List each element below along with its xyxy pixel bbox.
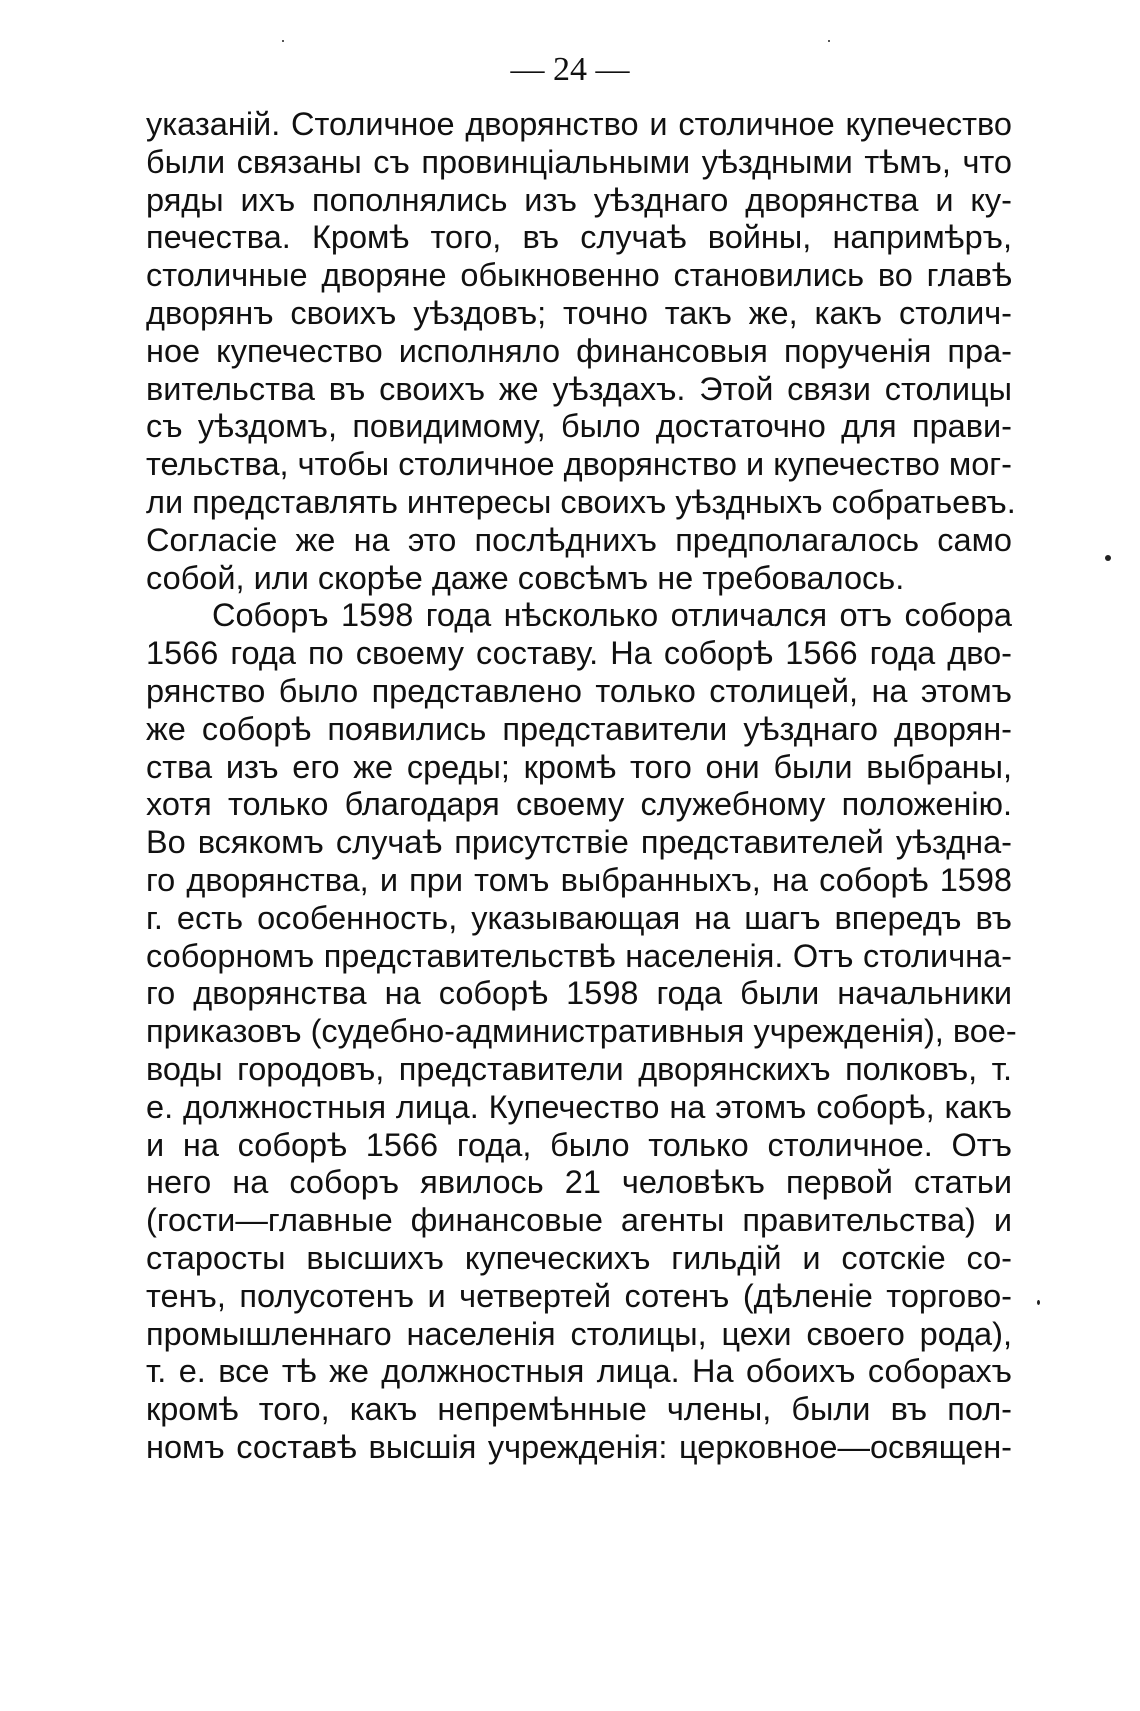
text-line: 1566 года по своему составу. На соборѣ 1566 года дво- bbox=[146, 635, 1012, 672]
text-line: вительства въ своихъ же уѣздахъ. Этой связи столицы bbox=[146, 370, 1012, 407]
text-line: ряды ихъ пополнялись изъ уѣзднаго дворянства и ку- bbox=[146, 181, 1012, 218]
text-line: г. есть особенность, указывающая на шагъ впередъ въ bbox=[146, 899, 1012, 936]
text-line: столичные дворяне обыкновенно становились во главѣ bbox=[146, 257, 1012, 294]
text-line: т. е. все тѣ же должностныя лица. На обоихъ соборахъ bbox=[146, 1353, 1012, 1390]
text-line: ства изъ его же среды; кромѣ того они были выбраны, bbox=[146, 748, 1012, 785]
text-line: номъ составѣ высшія учрежденія: церковное—освящен- bbox=[146, 1428, 1012, 1465]
paragraph-1 bbox=[146, 106, 1016, 597]
text-line: печества. Кромѣ того, въ случаѣ войны, напримѣръ, bbox=[146, 219, 1012, 256]
text-line: ли представлять интересы своихъ уѣздныхъ собратьевъ. bbox=[146, 483, 1016, 520]
text-line: дворянъ своихъ уѣздовъ; точно такъ же, какъ столич- bbox=[146, 294, 1012, 331]
text-line: старосты высшихъ купеческихъ гильдій и сотскіе со- bbox=[146, 1239, 1012, 1276]
text-line: Согласіе же на это послѣднихъ предполагалось само bbox=[146, 521, 1012, 558]
scan-speck bbox=[1105, 555, 1111, 561]
text-line: кромѣ того, какъ непремѣнные члены, были въ пол- bbox=[146, 1391, 1012, 1428]
text-line: Во всякомъ случаѣ присутствіе представителей уѣздна- bbox=[146, 824, 1012, 861]
text-line: тельства, чтобы столичное дворянство и купечество мог- bbox=[146, 446, 1012, 483]
text-line: собой, или скорѣе даже совсѣмъ не требовалось. bbox=[146, 559, 905, 596]
text-line: съ уѣздомъ, повидимому, было достаточно для прави- bbox=[146, 408, 1012, 445]
text-line: и на соборѣ 1566 года, было только столичное. Отъ bbox=[146, 1126, 1012, 1163]
page-number: — 24 — bbox=[510, 51, 630, 88]
paragraph-2 bbox=[146, 597, 1017, 1466]
text-line: воды городовъ, представители дворянскихъ полковъ, т. bbox=[146, 1050, 1012, 1087]
text-line: го дворянства на соборѣ 1598 года были начальники bbox=[146, 975, 1012, 1012]
text-line: Соборъ 1598 года нѣсколько отличался отъ собора bbox=[212, 597, 1012, 634]
scan-speck bbox=[282, 40, 284, 42]
scan-speck bbox=[828, 40, 830, 42]
text-line: же соборѣ появились представители уѣзднаго дворян- bbox=[146, 710, 1012, 747]
text-line: ное купечество исполняло финансовыя порученія пра- bbox=[146, 332, 1012, 369]
text-line: е. должностныя лица. Купечество на этомъ соборѣ, какъ bbox=[146, 1088, 1012, 1125]
text-line: промышленнаго населенія столицы, цехи своего рода), bbox=[146, 1315, 1012, 1352]
text-line: го дворянства, и при томъ выбранныхъ, на соборѣ 1598 bbox=[146, 861, 1012, 898]
text-line: тенъ, полусотенъ и четвертей сотенъ (дѣленіе торгово- bbox=[146, 1277, 1012, 1314]
text-line: указаній. Столичное дворянство и столичное купечество bbox=[146, 106, 1012, 142]
text-line: приказовъ (судебно-административныя учрежденія), вое- bbox=[146, 1013, 1017, 1050]
text-line: рянство было представлено только столицей, на этомъ bbox=[146, 672, 1012, 709]
text-line: него на соборъ явилось 21 человѣкъ первой статьи bbox=[146, 1164, 1012, 1201]
scan-speck bbox=[1037, 1300, 1040, 1305]
text-line: были связаны съ провинціальными уѣздными тѣмъ, что bbox=[146, 143, 1012, 180]
text-line: хотя только благодаря своему служебному положенію. bbox=[146, 786, 1012, 823]
text-line: соборномъ представительствѣ населенія. Отъ столична- bbox=[146, 937, 1012, 974]
text-line: (гости—главные финансовые агенты правительства) и bbox=[146, 1202, 1012, 1239]
body-text bbox=[146, 106, 1017, 1467]
